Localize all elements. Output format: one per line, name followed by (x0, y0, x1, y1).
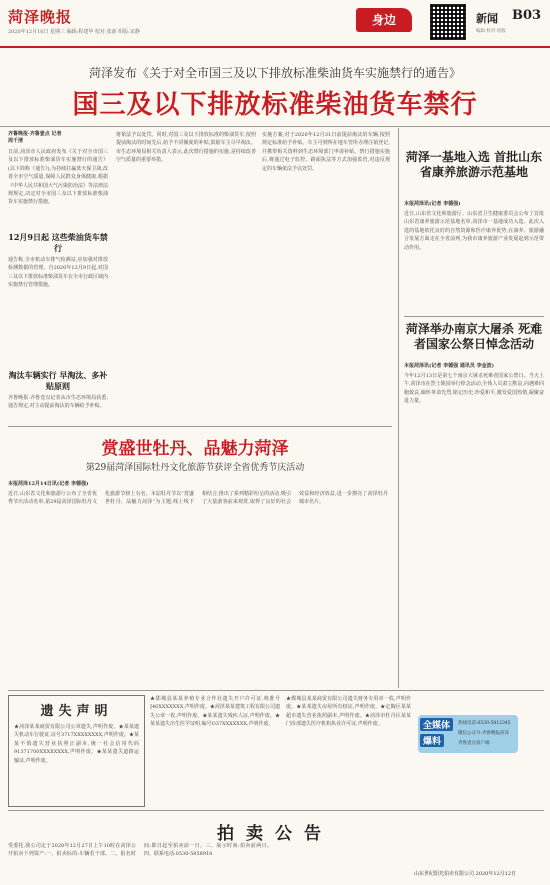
page-section-label: 新闻 (476, 12, 498, 25)
ad-label-bottom: 爆料 (420, 734, 444, 747)
lead-subhead-2: 淘汰车辆实行 早淘汰、多补贴原则 (8, 370, 108, 391)
feature-byline: 本报菏泽12月14日讯(记者 李德强) (8, 481, 89, 487)
masthead-divider (0, 46, 550, 48)
lost-notice-box (8, 695, 145, 807)
lead-subhead-1: 12月9日起 这些柴油货车禁行 (8, 232, 108, 253)
dateline: 2020年12月16日 星期三 编辑:程建华 校对:张新 组版:宋静 (8, 29, 140, 35)
side-story-2-text: 今年12月13日是第七个南京大屠杀死难者国家公祭日。当天上午,菏泽市在烈士陵园举行悼念活动,全体人员肃立默哀,向遇难同胞致哀,缅怀革命先烈,铭记历史,珍爱和平,激发爱国热情,凝聚奋进力量。 (404, 373, 544, 405)
lead-column-1: 日前,菏泽市人民政府发布《关于对全市国三及以下排放标准柴油货车实施禁行的通告》(以下简称《通告》),为持续打赢蓝天保卫战,改善全市空气质量,保障人民群众身体健康,根据《中华人民共和国大气污染防治法》等法律法规规定,决定对全市国三及以下排放标准柴油货车实施禁行措施。 (8, 149, 108, 206)
lead-byline: 齐鲁晚报·齐鲁壹点 记者 周千清 (8, 131, 62, 144)
column-divider (398, 128, 399, 688)
newspaper-logo: 菏泽晚报 (8, 8, 73, 26)
lead-column-1b: 通告称,全市机动车排气检测站,应加强对排放检测数据的管理。自2020年12月9日起,对国三及以下排放标准柴油货车在全市行政区域内实施禁行管理措施。 (8, 257, 108, 289)
side-story-1-title: 菏泽一基地入选 首批山东省康养旅游示范基地 (405, 150, 543, 179)
side-story-2-byline: 本报菏泽讯(记者 李德强 通讯员 李金波) (404, 363, 494, 369)
lead-column-1c: 齐鲁晚报·齐鲁壹点记者从市生态环境局获悉,通告规定,对主动提前淘汰的车辆给予补贴。 (8, 395, 108, 410)
lead-headline: 国三及以下排放标准柴油货车禁行 (72, 90, 478, 120)
ad-line-3: 齐鲁壹点客户端 (458, 741, 490, 746)
feature-subtitle: 第29届菏泽国际牡丹文化旅游节获评全省优秀节庆活动 (85, 463, 305, 473)
side-story-1-byline: 本报菏泽讯(记者 李德强) (404, 201, 461, 207)
page-editors: 编辑 校对 组版 (476, 29, 506, 34)
ad-line-1: 热线电话:0530-5812345 (458, 721, 511, 726)
ad-line-2: 微信公众号:齐鲁晚报菏泽 (458, 731, 510, 736)
auction-divider (8, 810, 544, 811)
ad-label-top: 全媒体 (420, 718, 453, 731)
masthead (0, 0, 550, 46)
auction-text: 受委托,我公司定于2020年12月27日上午10时在菏泽公开拍卖下列资产:一、拍卖标的:车辆若干部。二、报名时间:即日起至拍卖前一日。三、展示时间:拍卖前两日。四、联系电话:0530-5858918 (8, 843, 272, 858)
feature-divider (8, 426, 392, 427)
notice-column-2: ★郓城县某某养殖专业合作社遗失开户许可证,核准号J46XXXXXXX,声明作废。★菏泽某某建筑工程有限公司遗失公章一枚,声明作废。★某某遗失残疾人证,声明作废。★某某遗失出生医学证明,编号O37XXXXXXX,声明作废。 (150, 696, 280, 728)
feature-title: 赏盛世牡丹、品魅力菏泽 (101, 439, 289, 459)
lead-column-3: 实施方案,对于2020年12月31日前提前淘汰的车辆,按照规定标准给予补贴。车主可到所在地车管所办理注销登记,并携带相关资料到生态环境部门申请补贴。禁行措施实施后,将通过电子监控、路面执法等方式加强监管,对违反规定的车辆依法予以处罚。 (262, 132, 390, 172)
qr-code-icon (430, 4, 466, 40)
section-badge: 身边 (356, 8, 412, 32)
lost-notice-text: ★菏泽某某商贸有限公司公章遗失,声明作废。★某某遗失机动车行驶证,证号3717XXXXXXXX,声明作废。★某某不慎遗失营业执照正副本,统一社会信用代码91371700XXXXXXXX,声明作废。★某某遗失道路运输证,声明作废。 (14, 724, 139, 764)
classifieds-divider (8, 690, 544, 691)
lead-kicker: 菏泽发布《关于对全市国三及以下排放标准柴油货车实施禁行的通告》 (88, 66, 461, 80)
feature-text: 近日,山东省文化和旅游厅公布了全省优秀节庆活动名单,第29届菏泽国际牡丹文化旅游节榜上有名。本届牡丹节以“赏盛世牡丹、品魅力菏泽”为主题,线上线下相结合,推出了系列精彩纷呈的活动,吸引了大量游客前来观赏,取得了良好的社会效益和经济效益,进一步擦亮了菏泽牡丹城市名片。 (8, 491, 388, 506)
side-story-2-title: 菏泽举办南京大屠杀 死难者国家公祭日悼念活动 (405, 322, 543, 351)
lost-notice-title: 遗失声明 (40, 704, 113, 719)
headline-divider (0, 126, 550, 127)
side-story-1-text: 近日,山东省文化和旅游厅、山东省卫生健康委员会公布了首批山东省康养旅游示范基地名单,菏泽市一基地成功入选。此次入选的基地依托良好的自然资源和医疗康养优势,在康养、旅游融合发展方面走在全省前列,为我市康养旅游产业发展起到示范带动作用。 (404, 211, 544, 251)
auction-title: 拍卖公告 (217, 824, 333, 844)
page-number: B03 (512, 8, 542, 23)
side-divider (404, 316, 544, 317)
lead-column-2: 将依法予以处罚。同时,对国三及以下排放标准的柴油货车,按照提前淘汰的时间先后,给予不同额度的补贴,鼓励车主尽早淘汰。市生态环境局相关负责人表示,此次禁行措施的实施,是持续改善空气质量的重要举措。 (116, 132, 256, 164)
notice-column-3: ★鄄城县某某商贸有限公司遗失财务专用章一枚,声明作废。★某某遗失房屋所有权证,声明作废。★定陶区某某超市遗失营业执照副本,声明作废。★菏泽市牡丹区某某门诊部遗失医疗机构执业许可证,声明作废。 (286, 696, 411, 728)
auction-footer: 山东世纪阳光拍卖有限公司 2020年12月12日 (414, 871, 517, 877)
